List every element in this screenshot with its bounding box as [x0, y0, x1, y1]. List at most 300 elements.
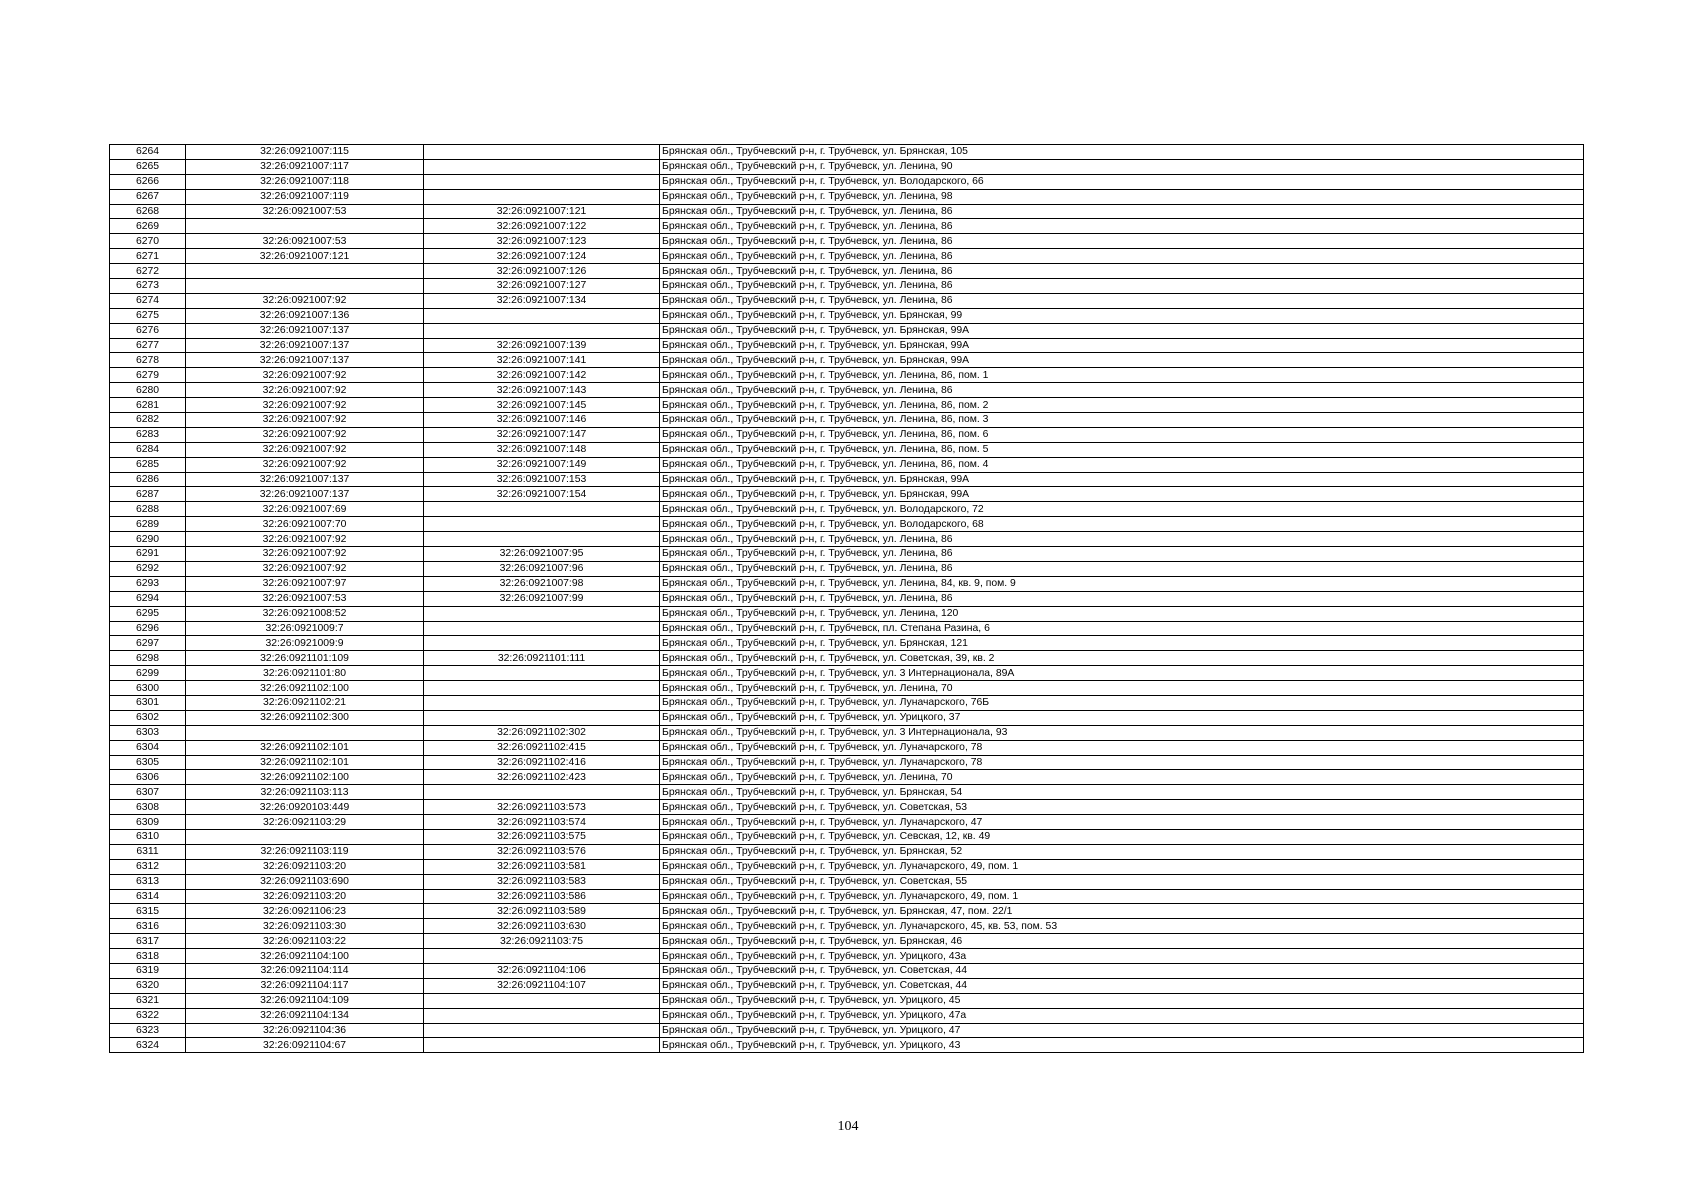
cadastral-number-a-cell: 32:26:0921007:137	[186, 353, 424, 368]
cadastral-number-a-cell: 32:26:0921008:52	[186, 606, 424, 621]
table-row	[110, 710, 1584, 725]
cadastral-number-a-cell: 32:26:0921007:119	[186, 189, 424, 204]
row-number-cell: 6269	[110, 219, 186, 234]
table-row	[110, 427, 1584, 442]
address-cell: Брянская обл., Трубчевский р-н, г. Трубчевск, ул. Луначарского, 47	[660, 815, 1584, 830]
cadastral-number-b-cell	[424, 993, 660, 1008]
cadastral-number-a-cell: 32:26:0921007:92	[186, 383, 424, 398]
cadastral-number-b-cell	[424, 159, 660, 174]
address-cell: Брянская обл., Трубчевский р-н, г. Трубчевск, ул. Советская, 53	[660, 800, 1584, 815]
cadastral-number-b-cell	[424, 785, 660, 800]
cadastral-number-b-cell: 32:26:0921102:302	[424, 725, 660, 740]
cadastral-number-a-cell	[186, 725, 424, 740]
cadastral-number-a-cell: 32:26:0921103:22	[186, 934, 424, 949]
cadastral-number-a-cell: 32:26:0921007:92	[186, 293, 424, 308]
table-row	[110, 472, 1584, 487]
row-number-cell: 6267	[110, 189, 186, 204]
cadastral-number-b-cell: 32:26:0921007:146	[424, 413, 660, 428]
address-cell: Брянская обл., Трубчевский р-н, г. Трубчевск, ул. Ленина, 86, пом. 4	[660, 457, 1584, 472]
row-number-cell: 6276	[110, 323, 186, 338]
cadastral-number-a-cell: 32:26:0921007:118	[186, 174, 424, 189]
cadastral-number-b-cell	[424, 502, 660, 517]
address-cell: Брянская обл., Трубчевский р-н, г. Трубчевск, ул. Ленина, 86	[660, 249, 1584, 264]
cadastral-number-a-cell: 32:26:0921007:53	[186, 591, 424, 606]
table-row	[110, 323, 1584, 338]
row-number-cell: 6321	[110, 993, 186, 1008]
cadastral-number-b-cell: 32:26:0921007:121	[424, 204, 660, 219]
row-number-cell: 6273	[110, 279, 186, 294]
cadastral-number-a-cell: 32:26:0921102:101	[186, 755, 424, 770]
table-row	[110, 561, 1584, 576]
row-number-cell: 6296	[110, 621, 186, 636]
table-row	[110, 844, 1584, 859]
row-number-cell: 6307	[110, 785, 186, 800]
table-row	[110, 353, 1584, 368]
cadastral-number-a-cell	[186, 264, 424, 279]
table-body	[110, 145, 1584, 1053]
table-row	[110, 264, 1584, 279]
table-row	[110, 591, 1584, 606]
address-cell: Брянская обл., Трубчевский р-н, г. Трубчевск, ул. Ленина, 86	[660, 591, 1584, 606]
row-number-cell: 6305	[110, 755, 186, 770]
table-row	[110, 963, 1584, 978]
cadastral-number-b-cell: 32:26:0921007:127	[424, 279, 660, 294]
cadastral-number-b-cell: 32:26:0921007:96	[424, 561, 660, 576]
address-cell: Брянская обл., Трубчевский р-н, г. Трубчевск, ул. Брянская, 121	[660, 636, 1584, 651]
address-cell: Брянская обл., Трубчевский р-н, г. Трубчевск, ул. Ленина, 86	[660, 234, 1584, 249]
cadastral-number-b-cell: 32:26:0921102:423	[424, 770, 660, 785]
table-row	[110, 159, 1584, 174]
row-number-cell: 6298	[110, 651, 186, 666]
cadastral-number-a-cell: 32:26:0921102:100	[186, 770, 424, 785]
cadastral-number-a-cell: 32:26:0921007:97	[186, 576, 424, 591]
table-row	[110, 978, 1584, 993]
cadastral-number-b-cell: 32:26:0921104:106	[424, 963, 660, 978]
cadastral-number-b-cell: 32:26:0921007:154	[424, 487, 660, 502]
cadastral-number-b-cell: 32:26:0921007:126	[424, 264, 660, 279]
cadastral-number-b-cell	[424, 308, 660, 323]
row-number-cell: 6282	[110, 413, 186, 428]
cadastral-number-a-cell: 32:26:0921007:137	[186, 487, 424, 502]
cadastral-number-a-cell: 32:26:0920103:449	[186, 800, 424, 815]
cadastral-number-b-cell: 32:26:0921007:99	[424, 591, 660, 606]
cadastral-number-b-cell	[424, 174, 660, 189]
row-number-cell: 6304	[110, 740, 186, 755]
cadastral-number-b-cell	[424, 1038, 660, 1053]
cadastral-number-b-cell: 32:26:0921007:124	[424, 249, 660, 264]
row-number-cell: 6314	[110, 889, 186, 904]
cadastral-number-a-cell: 32:26:0921102:100	[186, 681, 424, 696]
cadastral-number-b-cell	[424, 636, 660, 651]
table-row	[110, 606, 1584, 621]
cadastral-number-a-cell: 32:26:0921106:23	[186, 904, 424, 919]
cadastral-number-b-cell	[424, 666, 660, 681]
row-number-cell: 6313	[110, 874, 186, 889]
table-row	[110, 502, 1584, 517]
address-cell: Брянская обл., Трубчевский р-н, г. Трубчевск, ул. Ленина, 70	[660, 770, 1584, 785]
cadastral-number-a-cell: 32:26:0921007:92	[186, 532, 424, 547]
cadastral-number-b-cell: 32:26:0921007:122	[424, 219, 660, 234]
table-row	[110, 576, 1584, 591]
row-number-cell: 6266	[110, 174, 186, 189]
row-number-cell: 6297	[110, 636, 186, 651]
address-cell: Брянская обл., Трубчевский р-н, г. Трубчевск, ул. Луначарского, 49, пом. 1	[660, 889, 1584, 904]
row-number-cell: 6300	[110, 681, 186, 696]
address-cell: Брянская обл., Трубчевский р-н, г. Трубчевск, ул. Ленина, 86	[660, 279, 1584, 294]
cadastral-number-a-cell: 32:26:0921102:21	[186, 695, 424, 710]
row-number-cell: 6318	[110, 949, 186, 964]
row-number-cell: 6289	[110, 517, 186, 532]
cadastral-number-a-cell: 32:26:0921102:101	[186, 740, 424, 755]
table-row	[110, 487, 1584, 502]
cadastral-number-b-cell: 32:26:0921007:139	[424, 338, 660, 353]
address-cell: Брянская обл., Трубчевский р-н, г. Трубчевск, ул. Ленина, 86, пом. 5	[660, 442, 1584, 457]
address-cell: Брянская обл., Трубчевский р-н, г. Трубчевск, ул. Севская, 12, кв. 49	[660, 829, 1584, 844]
table-row	[110, 725, 1584, 740]
address-cell: Брянская обл., Трубчевский р-н, г. Трубчевск, ул. Брянская, 99	[660, 308, 1584, 323]
row-number-cell: 6274	[110, 293, 186, 308]
table-row	[110, 383, 1584, 398]
address-cell: Брянская обл., Трубчевский р-н, г. Трубчевск, ул. Брянская, 99А	[660, 323, 1584, 338]
cadastral-number-b-cell: 32:26:0921103:574	[424, 815, 660, 830]
cadastral-number-a-cell: 32:26:0921007:92	[186, 561, 424, 576]
address-cell: Брянская обл., Трубчевский р-н, г. Трубчевск, ул. Луначарского, 76Б	[660, 695, 1584, 710]
address-cell: Брянская обл., Трубчевский р-н, г. Трубчевск, ул. Володарского, 72	[660, 502, 1584, 517]
table-row	[110, 413, 1584, 428]
table-row	[110, 651, 1584, 666]
row-number-cell: 6271	[110, 249, 186, 264]
table-row	[110, 755, 1584, 770]
address-cell: Брянская обл., Трубчевский р-н, г. Трубчевск, ул. Урицкого, 45	[660, 993, 1584, 1008]
cadastral-number-a-cell: 32:26:0921104:117	[186, 978, 424, 993]
table-row	[110, 904, 1584, 919]
row-number-cell: 6319	[110, 963, 186, 978]
address-cell: Брянская обл., Трубчевский р-н, г. Трубчевск, ул. Советская, 44	[660, 978, 1584, 993]
table-row	[110, 234, 1584, 249]
cadastral-number-b-cell: 32:26:0921103:576	[424, 844, 660, 859]
row-number-cell: 6320	[110, 978, 186, 993]
cadastral-number-a-cell: 32:26:0921007:53	[186, 204, 424, 219]
row-number-cell: 6275	[110, 308, 186, 323]
cadastral-number-a-cell: 32:26:0921007:137	[186, 472, 424, 487]
cadastral-number-b-cell: 32:26:0921007:95	[424, 547, 660, 562]
address-cell: Брянская обл., Трубчевский р-н, г. Трубчевск, ул. Ленина, 98	[660, 189, 1584, 204]
row-number-cell: 6268	[110, 204, 186, 219]
address-cell: Брянская обл., Трубчевский р-н, г. Трубчевск, ул. Урицкого, 43а	[660, 949, 1584, 964]
address-cell: Брянская обл., Трубчевский р-н, г. Трубчевск, ул. Володарского, 68	[660, 517, 1584, 532]
cadastral-number-a-cell: 32:26:0921103:20	[186, 859, 424, 874]
cadastral-number-b-cell: 32:26:0921007:123	[424, 234, 660, 249]
table-row	[110, 189, 1584, 204]
cadastral-number-b-cell: 32:26:0921103:75	[424, 934, 660, 949]
cadastral-number-a-cell: 32:26:0921103:20	[186, 889, 424, 904]
cadastral-number-a-cell: 32:26:0921007:53	[186, 234, 424, 249]
table-row	[110, 681, 1584, 696]
address-cell: Брянская обл., Трубчевский р-н, г. Трубчевск, ул. Ленина, 86, пом. 3	[660, 413, 1584, 428]
table-row	[110, 695, 1584, 710]
table-row	[110, 532, 1584, 547]
cadastral-number-a-cell	[186, 219, 424, 234]
row-number-cell: 6308	[110, 800, 186, 815]
cadastral-number-b-cell: 32:26:0921102:416	[424, 755, 660, 770]
page-number: 104	[837, 1119, 859, 1134]
cadastral-number-a-cell: 32:26:0921007:92	[186, 547, 424, 562]
cadastral-number-a-cell	[186, 829, 424, 844]
table-row	[110, 949, 1584, 964]
cadastral-number-b-cell: 32:26:0921007:145	[424, 398, 660, 413]
cadastral-number-b-cell	[424, 1023, 660, 1038]
cadastral-number-b-cell: 32:26:0921103:573	[424, 800, 660, 815]
cadastral-number-a-cell: 32:26:0921007:121	[186, 249, 424, 264]
row-number-cell: 6292	[110, 561, 186, 576]
address-cell: Брянская обл., Трубчевский р-н, г. Трубчевск, ул. Брянская, 99А	[660, 338, 1584, 353]
cadastral-number-a-cell: 32:26:0921103:30	[186, 919, 424, 934]
cadastral-number-a-cell: 32:26:0921007:92	[186, 442, 424, 457]
table-row	[110, 770, 1584, 785]
row-number-cell: 6281	[110, 398, 186, 413]
row-number-cell: 6291	[110, 547, 186, 562]
address-cell: Брянская обл., Трубчевский р-н, г. Трубчевск, ул. Ленина, 86, пом. 2	[660, 398, 1584, 413]
row-number-cell: 6279	[110, 368, 186, 383]
cadastral-number-a-cell: 32:26:0921007:70	[186, 517, 424, 532]
row-number-cell: 6288	[110, 502, 186, 517]
table-row	[110, 800, 1584, 815]
table-row	[110, 874, 1584, 889]
row-number-cell: 6280	[110, 383, 186, 398]
cadastral-number-a-cell: 32:26:0921102:300	[186, 710, 424, 725]
address-cell: Брянская обл., Трубчевский р-н, г. Трубчевск, ул. Советская, 39, кв. 2	[660, 651, 1584, 666]
cadastral-number-a-cell: 32:26:0921103:29	[186, 815, 424, 830]
cadastral-number-b-cell: 32:26:0921103:586	[424, 889, 660, 904]
table-row	[110, 547, 1584, 562]
cadastral-number-b-cell: 32:26:0921007:134	[424, 293, 660, 308]
cadastral-number-a-cell: 32:26:0921104:114	[186, 963, 424, 978]
cadastral-number-a-cell: 32:26:0921104:100	[186, 949, 424, 964]
cadastral-number-a-cell: 32:26:0921009:7	[186, 621, 424, 636]
address-cell: Брянская обл., Трубчевский р-н, г. Трубчевск, ул. Брянская, 46	[660, 934, 1584, 949]
row-number-cell: 6324	[110, 1038, 186, 1053]
cadastral-number-a-cell: 32:26:0921104:36	[186, 1023, 424, 1038]
cadastral-number-b-cell	[424, 949, 660, 964]
cadastral-number-a-cell: 32:26:0921007:92	[186, 413, 424, 428]
cadastral-number-b-cell: 32:26:0921007:141	[424, 353, 660, 368]
address-cell: Брянская обл., Трубчевский р-н, г. Трубчевск, ул. 3 Интернационала, 93	[660, 725, 1584, 740]
cadastral-number-a-cell: 32:26:0921104:67	[186, 1038, 424, 1053]
table-row	[110, 636, 1584, 651]
address-cell: Брянская обл., Трубчевский р-н, г. Трубчевск, ул. Ленина, 90	[660, 159, 1584, 174]
row-number-cell: 6323	[110, 1023, 186, 1038]
row-number-cell: 6285	[110, 457, 186, 472]
row-number-cell: 6272	[110, 264, 186, 279]
row-number-cell: 6293	[110, 576, 186, 591]
cadastral-number-a-cell: 32:26:0921103:690	[186, 874, 424, 889]
row-number-cell: 6303	[110, 725, 186, 740]
table-row	[110, 889, 1584, 904]
cadastral-number-b-cell: 32:26:0921007:153	[424, 472, 660, 487]
table-row	[110, 1023, 1584, 1038]
cadastral-number-a-cell	[186, 279, 424, 294]
address-cell: Брянская обл., Трубчевский р-н, г. Трубчевск, ул. Ленина, 86	[660, 532, 1584, 547]
address-cell: Брянская обл., Трубчевский р-н, г. Трубчевск, ул. 3 Интернационала, 89А	[660, 666, 1584, 681]
cadastral-number-a-cell: 32:26:0921007:92	[186, 398, 424, 413]
row-number-cell: 6287	[110, 487, 186, 502]
address-cell: Брянская обл., Трубчевский р-н, г. Трубчевск, ул. Ленина, 86	[660, 547, 1584, 562]
row-number-cell: 6286	[110, 472, 186, 487]
row-number-cell: 6264	[110, 145, 186, 160]
cadastral-number-b-cell	[424, 681, 660, 696]
cadastral-number-b-cell: 32:26:0921102:415	[424, 740, 660, 755]
cadastral-number-b-cell: 32:26:0921007:149	[424, 457, 660, 472]
row-number-cell: 6317	[110, 934, 186, 949]
cadastral-number-a-cell: 32:26:0921007:117	[186, 159, 424, 174]
cadastral-number-b-cell: 32:26:0921007:147	[424, 427, 660, 442]
row-number-cell: 6294	[110, 591, 186, 606]
table-row	[110, 174, 1584, 189]
cadastral-number-a-cell: 32:26:0921007:137	[186, 323, 424, 338]
cadastral-number-b-cell: 32:26:0921104:107	[424, 978, 660, 993]
cadastral-number-b-cell: 32:26:0921103:583	[424, 874, 660, 889]
table-row	[110, 829, 1584, 844]
cadastral-number-b-cell: 32:26:0921007:143	[424, 383, 660, 398]
cadastral-number-a-cell: 32:26:0921104:109	[186, 993, 424, 1008]
address-cell: Брянская обл., Трубчевский р-н, г. Трубчевск, ул. Ленина, 84, кв. 9, пом. 9	[660, 576, 1584, 591]
row-number-cell: 6312	[110, 859, 186, 874]
address-cell: Брянская обл., Трубчевский р-н, г. Трубчевск, ул. Урицкого, 43	[660, 1038, 1584, 1053]
row-number-cell: 6265	[110, 159, 186, 174]
row-number-cell: 6278	[110, 353, 186, 368]
cadastral-number-a-cell: 32:26:0921104:134	[186, 1008, 424, 1023]
cadastral-number-a-cell: 32:26:0921007:137	[186, 338, 424, 353]
row-number-cell: 6310	[110, 829, 186, 844]
cadastral-number-b-cell: 32:26:0921103:575	[424, 829, 660, 844]
address-cell: Брянская обл., Трубчевский р-н, г. Трубчевск, ул. Луначарского, 49, пом. 1	[660, 859, 1584, 874]
address-cell: Брянская обл., Трубчевский р-н, г. Трубчевск, ул. Урицкого, 37	[660, 710, 1584, 725]
row-number-cell: 6283	[110, 427, 186, 442]
cadastral-number-b-cell	[424, 532, 660, 547]
address-cell: Брянская обл., Трубчевский р-н, г. Трубчевск, ул. Урицкого, 47а	[660, 1008, 1584, 1023]
cadastral-number-a-cell: 32:26:0921007:92	[186, 457, 424, 472]
row-number-cell: 6277	[110, 338, 186, 353]
address-cell: Брянская обл., Трубчевский р-н, г. Трубчевск, ул. Луначарского, 45, кв. 53, пом. 53	[660, 919, 1584, 934]
table-row	[110, 934, 1584, 949]
cadastral-number-b-cell: 32:26:0921007:98	[424, 576, 660, 591]
address-cell: Брянская обл., Трубчевский р-н, г. Трубчевск, ул. Брянская, 99А	[660, 472, 1584, 487]
cadastral-number-a-cell: 32:26:0921007:92	[186, 427, 424, 442]
table-row	[110, 338, 1584, 353]
cadastral-number-b-cell: 32:26:0921101:111	[424, 651, 660, 666]
cadastral-number-a-cell: 32:26:0921009:9	[186, 636, 424, 651]
address-cell: Брянская обл., Трубчевский р-н, г. Трубчевск, ул. Ленина, 70	[660, 681, 1584, 696]
address-cell: Брянская обл., Трубчевский р-н, г. Трубчевск, ул. Брянская, 105	[660, 145, 1584, 160]
cadastral-number-b-cell: 32:26:0921103:581	[424, 859, 660, 874]
cadastral-number-b-cell	[424, 695, 660, 710]
address-cell: Брянская обл., Трубчевский р-н, г. Трубчевск, ул. Володарского, 66	[660, 174, 1584, 189]
table-row	[110, 785, 1584, 800]
address-cell: Брянская обл., Трубчевский р-н, г. Трубчевск, ул. Брянская, 99А	[660, 353, 1584, 368]
row-number-cell: 6316	[110, 919, 186, 934]
address-cell: Брянская обл., Трубчевский р-н, г. Трубчевск, ул. Советская, 44	[660, 963, 1584, 978]
table-row	[110, 293, 1584, 308]
cadastral-number-a-cell: 32:26:0921007:115	[186, 145, 424, 160]
address-cell: Брянская обл., Трубчевский р-н, г. Трубчевск, ул. Урицкого, 47	[660, 1023, 1584, 1038]
cadastral-number-a-cell: 32:26:0921007:92	[186, 368, 424, 383]
row-number-cell: 6290	[110, 532, 186, 547]
row-number-cell: 6309	[110, 815, 186, 830]
address-cell: Брянская обл., Трубчевский р-н, г. Трубчевск, ул. Ленина, 120	[660, 606, 1584, 621]
table-row	[110, 219, 1584, 234]
address-cell: Брянская обл., Трубчевский р-н, г. Трубчевск, ул. Советская, 55	[660, 874, 1584, 889]
address-cell: Брянская обл., Трубчевский р-н, г. Трубчевск, ул. Ленина, 86	[660, 204, 1584, 219]
address-cell: Брянская обл., Трубчевский р-н, г. Трубчевск, ул. Ленина, 86	[660, 383, 1584, 398]
address-cell: Брянская обл., Трубчевский р-н, г. Трубчевск, ул. Ленина, 86, пом. 6	[660, 427, 1584, 442]
row-number-cell: 6322	[110, 1008, 186, 1023]
row-number-cell: 6315	[110, 904, 186, 919]
cadastral-number-a-cell: 32:26:0921101:80	[186, 666, 424, 681]
row-number-cell: 6311	[110, 844, 186, 859]
row-number-cell: 6299	[110, 666, 186, 681]
table-row	[110, 993, 1584, 1008]
row-number-cell: 6306	[110, 770, 186, 785]
table-row	[110, 145, 1584, 160]
table-row	[110, 517, 1584, 532]
cadastral-number-b-cell	[424, 1008, 660, 1023]
address-cell: Брянская обл., Трубчевский р-н, г. Трубчевск, ул. Луначарского, 78	[660, 755, 1584, 770]
table-row	[110, 919, 1584, 934]
cadastral-number-a-cell: 32:26:0921103:113	[186, 785, 424, 800]
cadastral-number-b-cell: 32:26:0921007:148	[424, 442, 660, 457]
address-cell: Брянская обл., Трубчевский р-н, г. Трубчевск, ул. Брянская, 52	[660, 844, 1584, 859]
table-row	[110, 859, 1584, 874]
cadastral-number-b-cell	[424, 710, 660, 725]
table-row	[110, 666, 1584, 681]
address-cell: Брянская обл., Трубчевский р-н, г. Трубчевск, ул. Брянская, 99А	[660, 487, 1584, 502]
cadastral-number-a-cell: 32:26:0921007:69	[186, 502, 424, 517]
cadastral-number-b-cell	[424, 145, 660, 160]
address-cell: Брянская обл., Трубчевский р-н, г. Трубчевск, ул. Брянская, 47, пом. 22/1	[660, 904, 1584, 919]
table-row	[110, 740, 1584, 755]
table-row	[110, 442, 1584, 457]
address-cell: Брянская обл., Трубчевский р-н, г. Трубчевск, ул. Брянская, 54	[660, 785, 1584, 800]
table-row	[110, 398, 1584, 413]
table-row	[110, 815, 1584, 830]
address-cell: Брянская обл., Трубчевский р-н, г. Трубчевск, ул. Луначарского, 78	[660, 740, 1584, 755]
row-number-cell: 6270	[110, 234, 186, 249]
table-row	[110, 279, 1584, 294]
table-row	[110, 457, 1584, 472]
cadastral-number-b-cell: 32:26:0921007:142	[424, 368, 660, 383]
cadastral-table	[109, 144, 1584, 1053]
address-cell: Брянская обл., Трубчевский р-н, г. Трубчевск, ул. Ленина, 86	[660, 293, 1584, 308]
row-number-cell: 6295	[110, 606, 186, 621]
cadastral-number-b-cell	[424, 323, 660, 338]
cadastral-number-a-cell: 32:26:0921007:136	[186, 308, 424, 323]
address-cell: Брянская обл., Трубчевский р-н, г. Трубчевск, ул. Ленина, 86	[660, 264, 1584, 279]
table-row	[110, 368, 1584, 383]
table-row	[110, 1038, 1584, 1053]
address-cell: Брянская обл., Трубчевский р-н, г. Трубчевск, ул. Ленина, 86, пом. 1	[660, 368, 1584, 383]
row-number-cell: 6302	[110, 710, 186, 725]
cadastral-number-b-cell: 32:26:0921103:589	[424, 904, 660, 919]
table-row	[110, 1008, 1584, 1023]
address-cell: Брянская обл., Трубчевский р-н, г. Трубчевск, пл. Степана Разина, 6	[660, 621, 1584, 636]
cadastral-number-b-cell	[424, 517, 660, 532]
cadastral-number-b-cell: 32:26:0921103:630	[424, 919, 660, 934]
table-row	[110, 308, 1584, 323]
cadastral-number-a-cell: 32:26:0921103:119	[186, 844, 424, 859]
cadastral-number-b-cell	[424, 606, 660, 621]
table-row	[110, 204, 1584, 219]
cadastral-number-b-cell	[424, 189, 660, 204]
